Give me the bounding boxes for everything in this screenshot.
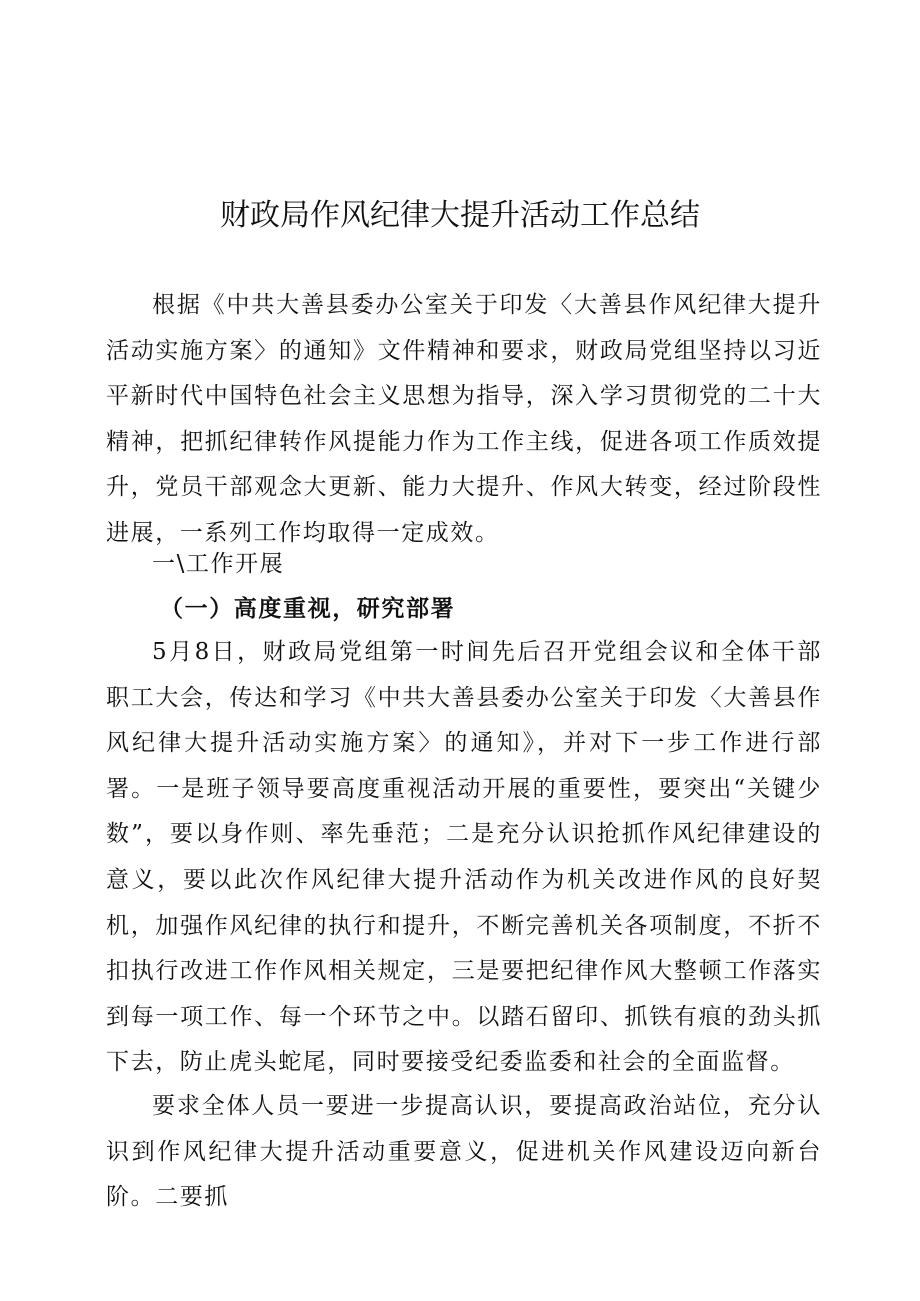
intro-paragraph: 根据《中共大善县委办公室关于印发〈大善县作风纪律大提升活动实施方案〉的通知》文件精神和要求，财政局党组坚持以习近平新时代中国特色社会主义思想为指导，深入学习贯彻党的二十大精神，把抓纪律转作风提能力作为工作主线，促进各项工作质效提升，党员干部观念大更新、能力大提升、作风大转变，经过阶段性进展，一系列工作均取得一定成效。 — [106, 292, 822, 546]
document-title: 财政局作风纪律大提升活动工作总结 — [220, 198, 700, 233]
subsection-body-paragraph: 5月8日，财政局党组第一时间先后召开党组会议和全体干部职工大会，传达和学习《中共大善县委办公室关于印发〈大善县作风纪律大提升活动实施方案〉的通知》，并对下一步工作进行部署。一是班子领导要高度重视活动开展的重要性，要突出“关键少数”，要以身作则、率先垂范；二是充分认识抢抓作风纪律建设的意义，要以此次作风纪律大提升活动作为机关改进作风的良好契机，加强作风纪律的执行和提升，不断完善机关各项制度，不折不扣执行改进工作作风相关规定，三是要把纪律作风大整顿工作落实到每一项工作、每一个环节之中。以踏石留印、抓铁有痕的劲头抓下去，防止虎头蛇尾，同时要接受纪委监委和社会的全面监督。 — [106, 639, 822, 1076]
requirements-paragraph: 要求全体人员一要进一步提高认识，要提高政治站位，充分认识到作风纪律大提升活动重要意义，促进机关作风建设迈向新台阶。二要抓 — [106, 1093, 822, 1211]
section-heading-work-progress: 一\工作开展 — [152, 551, 285, 577]
subsection-heading-attention-deployment: （一）高度重视，研究部署 — [160, 595, 456, 622]
